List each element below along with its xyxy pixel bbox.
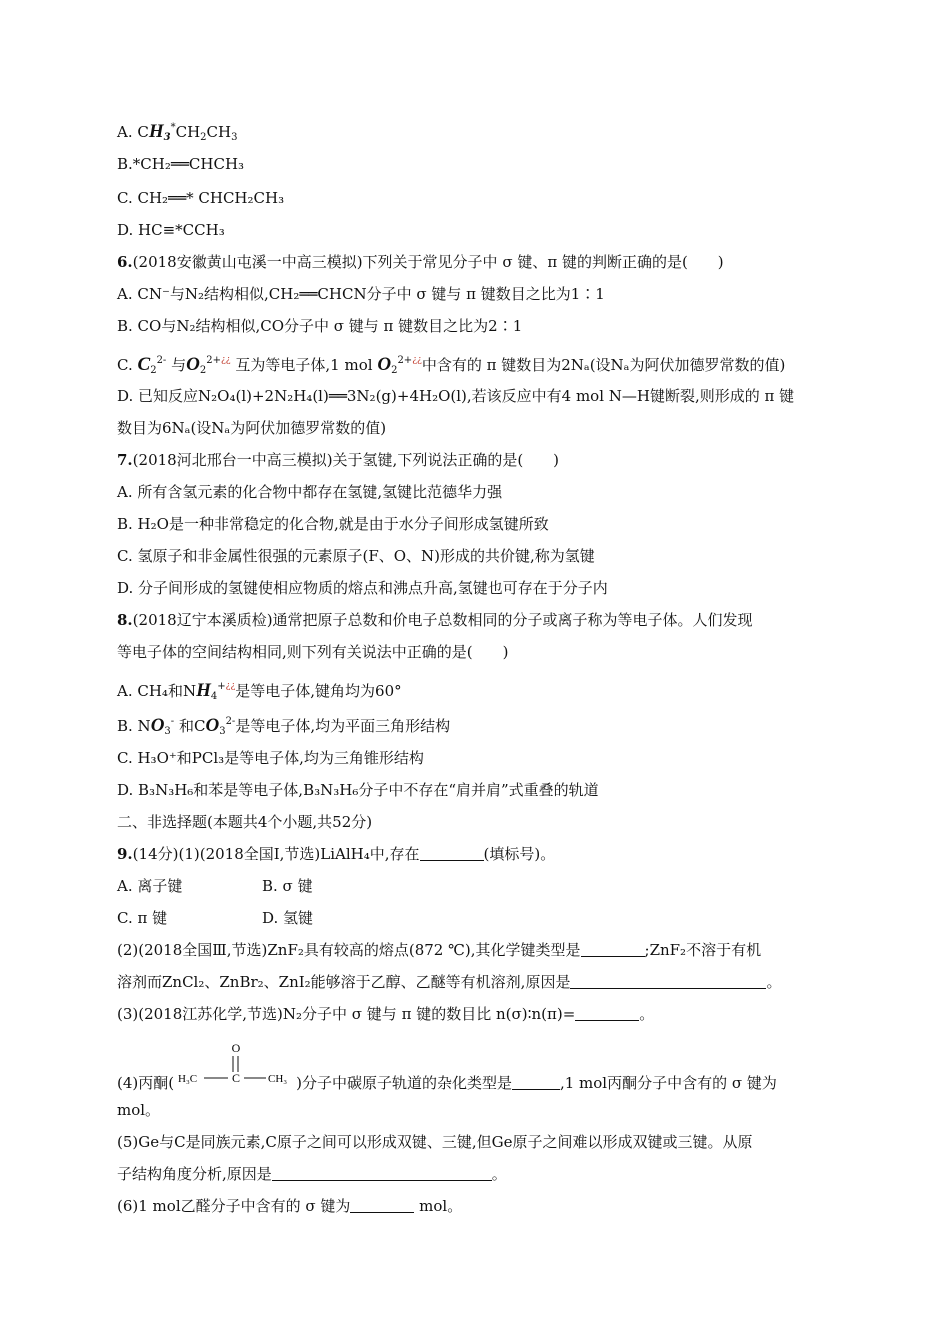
q7-option-b: B. H₂O是一种非常稳定的化合物,就是由于水分子间形成氢键所致 [117, 515, 549, 533]
q9-part2-line2: 溶剂而ZnCl₂、ZnBr₂、ZnI₂能够溶于乙醇、乙醚等有机溶剂,原因是 。 [117, 973, 782, 991]
q9-option-d: D. 氢键 [262, 909, 314, 927]
q6-number: 6. [117, 253, 133, 271]
answer-blank-4[interactable] [575, 1006, 639, 1021]
answer-blank-2[interactable] [581, 942, 645, 957]
answer-blank-7[interactable] [350, 1198, 414, 1213]
q9-options-row2 [117, 908, 517, 928]
q9-part4-line2: mol。 [117, 1101, 161, 1119]
q9-option-b: B. σ 键 [262, 877, 313, 895]
q5-option-c: C. CH₂══* CHCH₂CH₃ [117, 189, 285, 207]
q8-number: 8. [117, 611, 133, 629]
q8-stem-line1: 8.(2018辽宁本溪质检)通常把原子总数和价电子总数相同的分子或离子称为等电子体。人们发现 [117, 611, 753, 629]
q9-part2-line1: (2)(2018全国Ⅲ,节选)ZnF₂具有较高的熔点(872 ℃),其化学键类型是 ;ZnF₂不溶于有机 [117, 941, 762, 959]
svg-text:O: O [231, 1041, 241, 1055]
q9-part6: (6)1 mol乙醛分子中含有的 σ 键为 mol。 [117, 1197, 463, 1215]
q9-number: 9. [117, 845, 133, 863]
q9-part1: 9.(14分)(1)(2018全国Ⅰ,节选)LiAlH₄中,存在 (填标号)。 [117, 845, 556, 863]
answer-blank-3[interactable] [570, 974, 766, 989]
q6-option-d-line2: 数目为6Nₐ(设Nₐ为阿伏加德罗常数的值) [117, 419, 387, 437]
q9-part4: (4)丙酮( O H₃C C CH₃ )分子中碳原子轨道的杂化类型是 ,1 mol丙酮分子中含有的 σ 键为 [117, 1041, 777, 1092]
q8-option-a: A. CH₄和$NH_4^{+¿¿}$是等电子体,键角均为60° [117, 680, 402, 702]
answer-blank-5[interactable] [512, 1075, 560, 1090]
q9-options-row1 [117, 876, 517, 896]
q7-option-d: D. 分子间形成的氢键使相应物质的熔点和沸点升高,氢键也可存在于分子内 [117, 579, 608, 597]
q5-option-a: A. $CH_3^*CH_2CH_3$ [117, 121, 238, 143]
q8-stem-line2: 等电子体的空间结构相同,则下列有关说法中正确的是( ) [117, 643, 509, 661]
q5-option-d: D. HC≡*CCH₃ [117, 221, 225, 239]
q8-option-b: B. $NO_3^-$ 和$CO_3^{2-}$是等电子体,均为平面三角形结构 [117, 715, 451, 737]
q6-stem: 6.(2018安徽黄山屯溪一中高三模拟)下列关于常见分子中 σ 键、π 键的判断正确的是( ) [117, 253, 724, 271]
q8-option-d: D. B₃N₃H₆和苯是等电子体,B₃N₃H₆分子中不存在“肩并肩”式重叠的轨道 [117, 781, 599, 799]
svg-text:H₃C: H₃C [178, 1073, 198, 1085]
q6-option-a: A. CN⁻与N₂结构相似,CH₂══CHCN分子中 σ 键与 π 键数目之比为1∶1 [117, 285, 605, 303]
q7-option-a: A. 所有含氢元素的化合物中都存在氢键,氢键比范德华力强 [117, 483, 503, 501]
q6-option-b: B. CO与N₂结构相似,CO分子中 σ 键与 π 键数目之比为2∶1 [117, 317, 523, 335]
svg-text:CH₃: CH₃ [268, 1073, 288, 1085]
acetone-structure [174, 1041, 296, 1092]
q9-option-c: C. π 键 [117, 909, 168, 927]
answer-blank-6[interactable] [272, 1166, 492, 1181]
q8-option-c: C. H₃O⁺和PCl₃是等电子体,均为三角锥形结构 [117, 749, 424, 767]
q9-option-a: A. 离子键 [117, 877, 183, 895]
q9-part3: (3)(2018江苏化学,节选)N₂分子中 σ 键与 π 键的数目比 n(σ)∶n(π)= 。 [117, 1005, 655, 1023]
q7-stem: 7.(2018河北邢台一中高三模拟)关于氢键,下列说法正确的是( ) [117, 451, 560, 469]
section-heading: 二、非选择题(本题共4个小题,共52分) [117, 813, 373, 831]
q9-part5-line2: 子结构角度分析,原因是 。 [117, 1165, 507, 1183]
q9-part5-line1: (5)Ge与C是同族元素,C原子之间可以形成双键、三键,但Ge原子之间难以形成双键或三键。从原 [117, 1133, 753, 1151]
svg-text:C: C [232, 1071, 241, 1085]
q6-option-d-line1: D. 已知反应N₂O₄(l)+2N₂H₄(l)══3N₂(g)+4H₂O(l),若该反应中有4 mol N—H键断裂,则形成的 π 键 [117, 387, 795, 405]
q7-option-c: C. 氢原子和非金属性很强的元素原子(F、O、N)形成的共价键,称为氢键 [117, 547, 595, 565]
q7-number: 7. [117, 451, 133, 469]
q5-option-b: B.*CH₂══CHCH₃ [117, 155, 245, 173]
answer-blank-1[interactable] [420, 846, 484, 861]
q6-option-c: C. $C_2^{2-}$ 与$O_2^{2+¿¿}$ 互为等电子体,1 mol $O_2^{2+¿¿}$中含有的 π 键数目为2Nₐ(设Nₐ为阿伏加德罗常数的值) [117, 354, 786, 376]
